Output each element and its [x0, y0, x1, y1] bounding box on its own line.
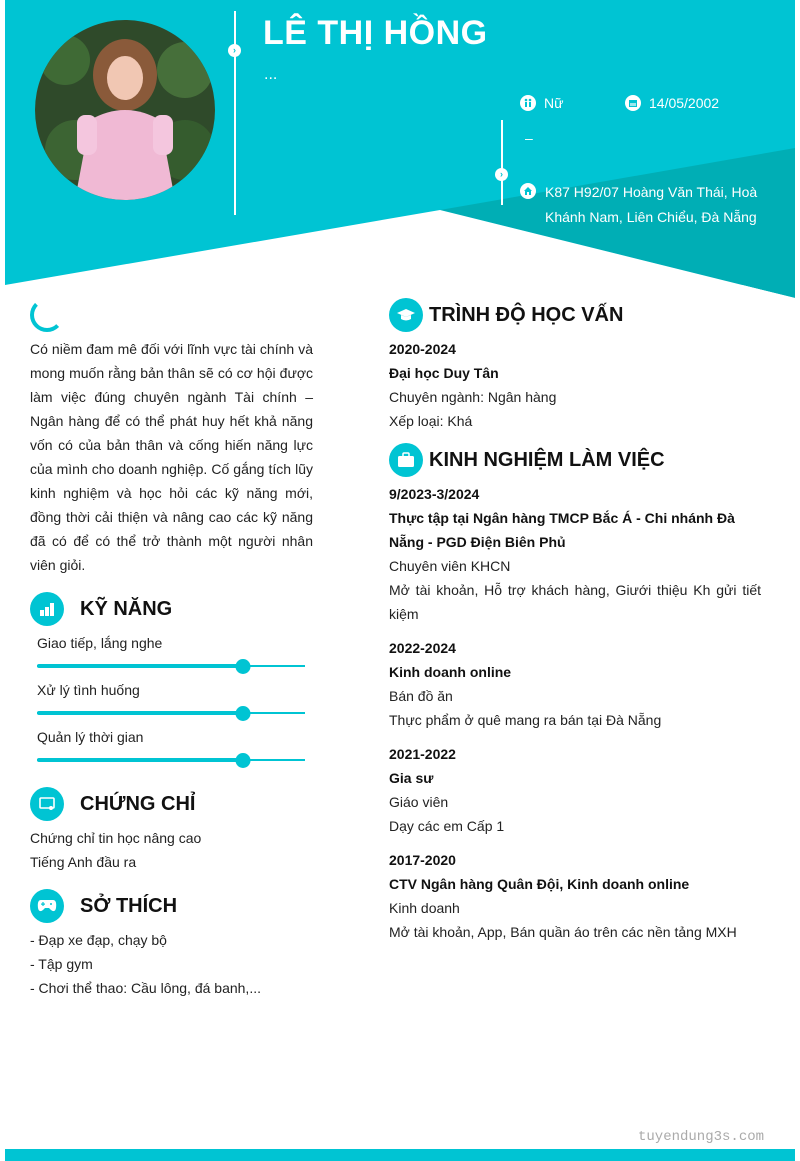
dob-value: 14/05/2002 — [649, 95, 720, 111]
skill-label: Giao tiếp, lắng nghe — [37, 635, 163, 651]
skill-label: Xử lý tình huống — [37, 682, 140, 698]
address-info — [520, 180, 780, 230]
education-period: 2020-2024 — [389, 341, 456, 357]
experience-company: Kinh doanh online — [389, 664, 512, 680]
briefcase-icon — [389, 443, 423, 477]
bar-chart-icon — [30, 592, 64, 626]
certificates-title: CHỨNG CHỈ — [80, 792, 196, 815]
experience-title: KINH NGHIỆM LÀM VIỆC — [429, 448, 665, 471]
hobbies-title: SỞ THÍCH — [80, 894, 178, 917]
hobbies-heading — [30, 889, 177, 923]
experience-description: Dạy các em Cấp 1 — [389, 818, 505, 834]
skill-item — [37, 680, 305, 720]
slider-knob — [236, 659, 251, 674]
experience-position: Chuyên viên KHCN — [389, 558, 511, 574]
experience-position: Kinh doanh — [389, 900, 460, 916]
experience-entry — [389, 482, 761, 626]
target-icon — [30, 298, 64, 332]
hobby-item: - Đạp xe đạp, chạy bộ — [30, 932, 167, 948]
dob-info — [625, 95, 719, 111]
experience-entry — [389, 636, 761, 732]
graduation-cap-icon — [389, 298, 423, 332]
watermark: tuyendung3s.com — [638, 1129, 765, 1145]
skill-label: Quản lý thời gian — [37, 729, 144, 745]
experience-position: Giáo viên — [389, 794, 449, 810]
experience-entry — [389, 848, 761, 944]
certificates-list — [30, 826, 201, 874]
skills-title: KỸ NĂNG — [80, 597, 173, 620]
skill-item — [37, 633, 305, 673]
profile-photo — [35, 20, 215, 200]
certificate-icon — [30, 787, 64, 821]
timeline-line — [234, 11, 236, 215]
experience-company: Thực tập tại Ngân hàng TMCP Bắc Á - Chi nhánh Đà Nẵng - PGD Điện Biên Phủ — [389, 510, 735, 550]
experience-description: Thực phẩm ở quê mang ra bán tại Đà Nẵng — [389, 712, 662, 728]
hobby-item: - Tập gym — [30, 956, 93, 972]
skill-slider — [37, 753, 305, 767]
education-heading — [389, 298, 623, 332]
skill-item — [37, 727, 305, 767]
experience-position: Bán đồ ăn — [389, 688, 453, 704]
experience-period: 2021-2022 — [389, 746, 456, 762]
hobbies-list — [30, 928, 261, 1000]
education-entry — [389, 337, 761, 433]
footer-bar — [5, 1149, 795, 1161]
experience-period: 2022-2024 — [389, 640, 456, 656]
skills-heading — [30, 592, 172, 626]
certificate-item: Tiếng Anh đầu ra — [30, 854, 137, 870]
education-grade: Xếp loại: Khá — [389, 413, 473, 429]
experience-company: Gia sư — [389, 770, 434, 786]
home-icon — [520, 183, 536, 199]
experience-entry — [389, 742, 761, 838]
empty-field: – — [525, 130, 533, 146]
candidate-name: LÊ THỊ HỒNG — [263, 14, 488, 52]
cv-page — [5, 0, 795, 1161]
experience-description: Mở tài khoản, App, Bán quần áo trên các nền tảng MXH — [389, 924, 737, 940]
experience-description: Mở tài khoản, Hỗ trợ khách hàng, Giưới thiệu Kh gửi tiết kiệm — [389, 582, 761, 622]
education-school: Đại học Duy Tân — [389, 365, 499, 381]
candidate-position: ... — [264, 66, 278, 83]
address-value: K87 H92/07 Hoàng Văn Thái, Hoà Khánh Nam, Liên Chiểu, Đà Nẵng — [545, 184, 758, 225]
slider-knob — [236, 753, 251, 768]
hobby-item: - Chơi thể thao: Cầu lông, đá banh,... — [30, 980, 261, 996]
chevron-right-icon: › — [228, 44, 241, 57]
gamepad-icon — [30, 889, 64, 923]
chevron-right-icon: › — [495, 168, 508, 181]
gender-icon — [520, 95, 536, 111]
gender-info — [520, 95, 563, 111]
experience-heading — [389, 443, 665, 477]
skill-slider — [37, 706, 305, 720]
gender-value: Nữ — [544, 95, 564, 111]
timeline-line — [501, 120, 503, 205]
career-objective: Có niềm đam mê đối với lĩnh vực tài chính và mong muốn rằng bản thân sẽ có cơ hội được làm việc đúng chuyên ngành Tài chính – Ngân hàng để có thể phát huy hết khả năng vốn có của bản thân và cống hiến năng lực của mình cho doanh nghiệp. Cố gắng tích lũy kinh nghiệm và học hỏi các kỹ năng mới, đồng thời cải thiện và nâng cao các kỹ năng đã có để có thể trở thành một người nhân viên giỏi. — [30, 341, 313, 573]
objective-heading — [30, 298, 64, 332]
skill-slider — [37, 659, 305, 673]
experience-period: 2017-2020 — [389, 852, 456, 868]
education-title: TRÌNH ĐỘ HỌC VẤN — [429, 303, 624, 326]
certificates-heading — [30, 787, 195, 821]
calendar-icon — [625, 95, 641, 111]
slider-knob — [236, 706, 251, 721]
experience-period: 9/2023-3/2024 — [389, 486, 480, 502]
certificate-item: Chứng chỉ tin học nâng cao — [30, 830, 202, 846]
experience-company: CTV Ngân hàng Quân Đội, Kinh doanh online — [389, 876, 690, 892]
education-major: Chuyên ngành: Ngân hàng — [389, 389, 557, 405]
